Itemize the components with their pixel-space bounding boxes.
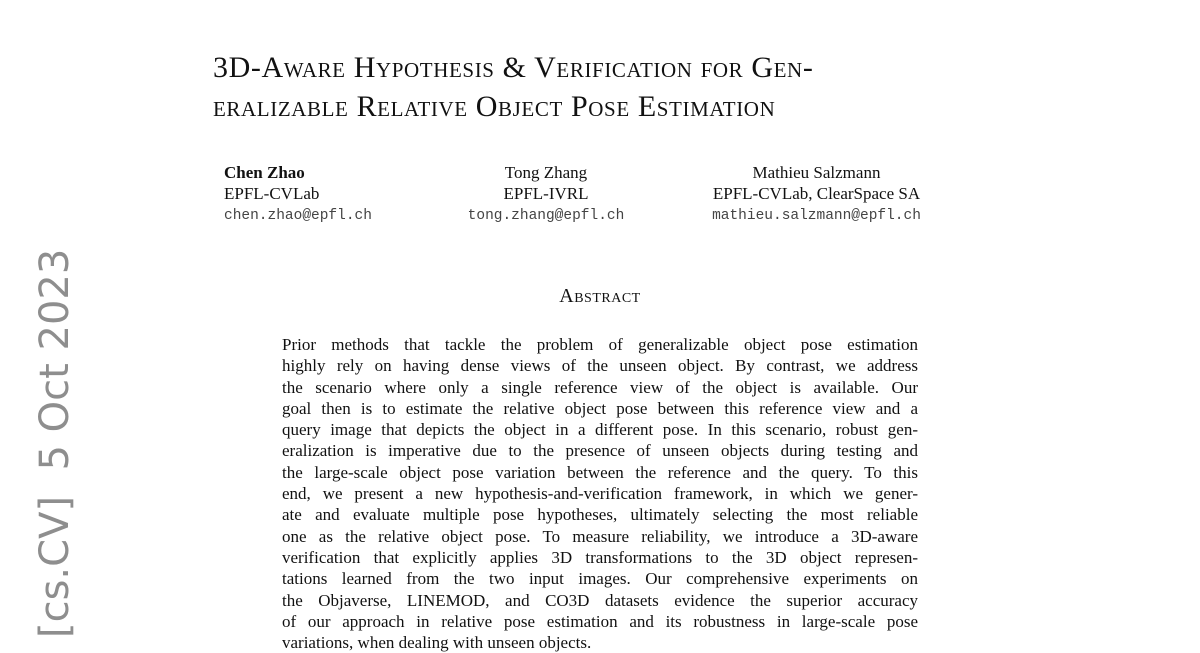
abstract-line: end, we present a new hypothesis-and-verification framework, in which we gener- bbox=[282, 484, 918, 504]
author-block-2 bbox=[450, 162, 642, 227]
abstract-line: the Objaverse, LINEMOD, and CO3D datasets evidence the superior accuracy bbox=[282, 590, 918, 610]
arxiv-side-stamp bbox=[22, 248, 78, 640]
author-block-3 bbox=[687, 162, 946, 227]
author-block-1 bbox=[224, 162, 372, 227]
author-email: chen.zhao@epfl.ch bbox=[224, 208, 372, 224]
abstract-line: one as the relative object pose. To measure reliability, we introduce a 3D-aware bbox=[282, 526, 918, 546]
author-affiliation: EPFL-IVRL bbox=[503, 184, 589, 203]
author-name: Chen Zhao bbox=[224, 163, 305, 182]
author-affiliation: EPFL-CVLab, ClearSpace SA bbox=[712, 184, 921, 203]
author-email: tong.zhang@epfl.ch bbox=[467, 208, 625, 224]
abstract-line: Prior methods that tackle the problem of generalizable object pose estimation bbox=[282, 335, 918, 354]
abstract-line: the large-scale object pose variation between the reference and the query. To this bbox=[282, 462, 918, 482]
abstract-line: the scenario where only a single reference view of the object is available. Our bbox=[282, 377, 918, 397]
abstract-line: of our approach in relative pose estimation and its robustness in large-scale pose bbox=[282, 611, 918, 631]
paper-title-line-2: eralizable Relative Object Pose Estimation bbox=[213, 90, 776, 123]
abstract-line: highly rely on having dense views of the unseen object. By contrast, we address bbox=[282, 356, 918, 376]
arxiv-stamp-text: [cs.CV] 5 Oct 2023 bbox=[32, 248, 78, 638]
author-name: Tong Zhang bbox=[504, 163, 588, 182]
abstract-line: ate and evaluate multiple pose hypotheses, ultimately selecting the most reliable bbox=[282, 505, 918, 525]
abstract-line: query image that depicts the object in a different pose. In this scenario, robust gen- bbox=[282, 420, 918, 440]
abstract-line: eralization is imperative due to the presence of unseen objects during testing and bbox=[282, 441, 918, 461]
abstract-heading: Abstract bbox=[559, 285, 641, 307]
abstract-line: variations, when dealing with unseen objects. bbox=[282, 633, 592, 653]
author-email: mathieu.salzmann@epfl.ch bbox=[712, 208, 921, 224]
abstract-body bbox=[282, 334, 918, 653]
paper-title bbox=[213, 48, 1013, 126]
author-affiliation: EPFL-CVLab bbox=[224, 184, 320, 203]
author-name: Mathieu Salzmann bbox=[752, 163, 881, 182]
abstract-line: goal then is to estimate the relative object pose between this reference view and a bbox=[282, 398, 918, 418]
paper-title-line-1: 3D-Aware Hypothesis & Verification for Gen- bbox=[213, 51, 814, 84]
abstract-line: verification that explicitly applies 3D transformations to the 3D object represen- bbox=[282, 547, 918, 567]
abstract-line: tations learned from the two input images. Our comprehensive experiments on bbox=[282, 569, 918, 589]
